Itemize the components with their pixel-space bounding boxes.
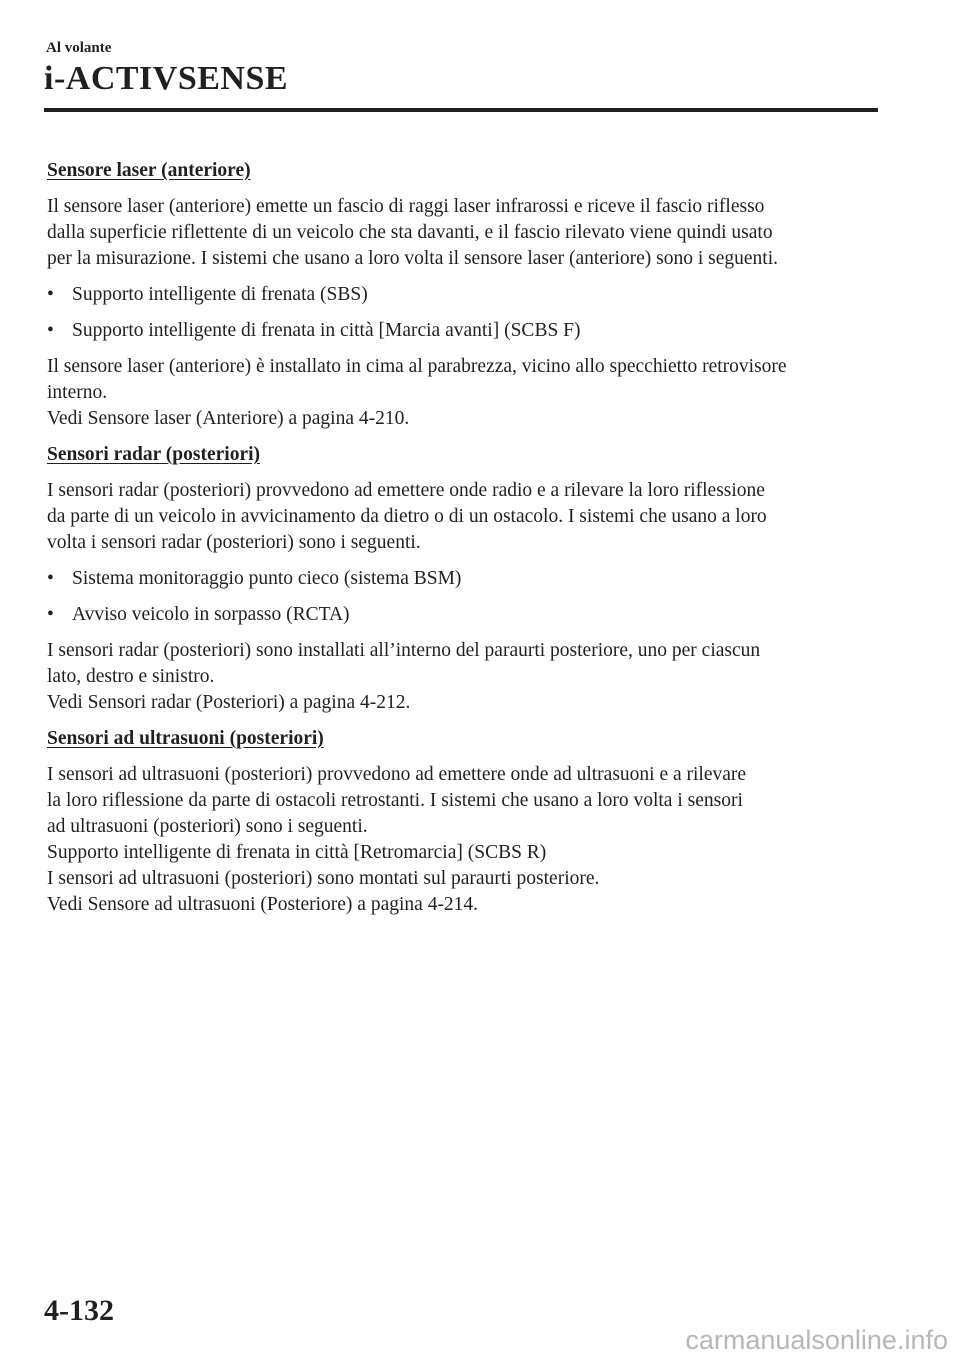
- text-line: lato, destro e sinistro.: [47, 666, 215, 687]
- section-laser-intro: [47, 194, 882, 272]
- bullet-icon: •: [47, 284, 54, 305]
- bullet-icon: •: [47, 320, 54, 341]
- watermark: carmanualsonline.info: [685, 1325, 948, 1355]
- text-line: Il sensore laser (anteriore) è installato in cima al parabrezza, vicino allo specchietto retrovisore: [47, 356, 787, 377]
- section-heading-laser: Sensore laser (anteriore): [47, 160, 251, 181]
- text-line: I sensori ad ultrasuoni (posteriori) provvedono ad emettere onde ad ultrasuoni e a rilevare: [47, 764, 747, 785]
- text-line: Il sensore laser (anteriore) emette un fascio di raggi laser infrarossi e riceve il fascio riflesso: [47, 196, 765, 217]
- text-line: volta i sensori radar (posteriori) sono i seguenti.: [47, 532, 421, 553]
- list-item: [47, 318, 882, 344]
- section-heading-ultrasonic: Sensori ad ultrasuoni (posteriori): [47, 728, 324, 749]
- bullet-icon: •: [47, 604, 54, 625]
- text-line: da parte di un veicolo in avvicinamento da dietro o di un ostacolo. I sistemi che usano a loro: [47, 506, 767, 527]
- text-line: I sensori radar (posteriori) provvedono ad emettere onde radio e a rilevare la loro riflessione: [47, 480, 765, 501]
- text-line: I sensori ad ultrasuoni (posteriori) sono montati sul paraurti posteriore.: [47, 868, 600, 889]
- main-content: [47, 158, 882, 928]
- bullet-icon: •: [47, 568, 54, 589]
- text-line: I sensori radar (posteriori) sono installati all’interno del paraurti posteriore, uno per ciascun: [47, 640, 761, 661]
- section-ultrasonic-body: [47, 762, 882, 918]
- list-item-text: Sistema monitoraggio punto cieco (sistema BSM): [72, 568, 462, 589]
- list-item-text: Supporto intelligente di frenata (SBS): [72, 284, 368, 305]
- chapter-label: Al volante: [46, 40, 112, 56]
- text-line: Vedi Sensori radar (Posteriori) a pagina 4-212.: [47, 692, 411, 713]
- section-radar-outro: [47, 638, 882, 716]
- page-number: 4-132: [44, 1294, 114, 1327]
- text-line: ad ultrasuoni (posteriori) sono i seguenti.: [47, 816, 368, 837]
- text-line: dalla superficie riflettente di un veicolo che sta davanti, e il fascio rilevato viene quindi usato: [47, 222, 773, 243]
- list-item: [47, 282, 882, 308]
- section-radar-intro: [47, 478, 882, 556]
- list-item-text: Avviso veicolo in sorpasso (RCTA): [72, 604, 350, 625]
- header-divider: [44, 108, 878, 112]
- text-line: Vedi Sensore ad ultrasuoni (Posteriore) a pagina 4-214.: [47, 894, 479, 915]
- list-item-text: Supporto intelligente di frenata in città [Marcia avanti] (SCBS F): [72, 320, 581, 341]
- text-line: Supporto intelligente di frenata in città [Retromarcia] (SCBS R): [47, 842, 547, 863]
- page-title: i-ACTIVSENSE: [44, 60, 289, 97]
- section-heading-radar: Sensori radar (posteriori): [47, 444, 261, 465]
- list-item: [47, 602, 882, 628]
- text-line: la loro riflessione da parte di ostacoli retrostanti. I sistemi che usano a loro volta i sensori: [47, 790, 743, 811]
- text-line: interno.: [47, 382, 108, 403]
- text-line: Vedi Sensore laser (Anteriore) a pagina 4-210.: [47, 408, 410, 429]
- section-laser-outro: [47, 354, 882, 432]
- list-item: [47, 566, 882, 592]
- text-line: per la misurazione. I sistemi che usano a loro volta il sensore laser (anteriore) sono i seguenti.: [47, 248, 779, 269]
